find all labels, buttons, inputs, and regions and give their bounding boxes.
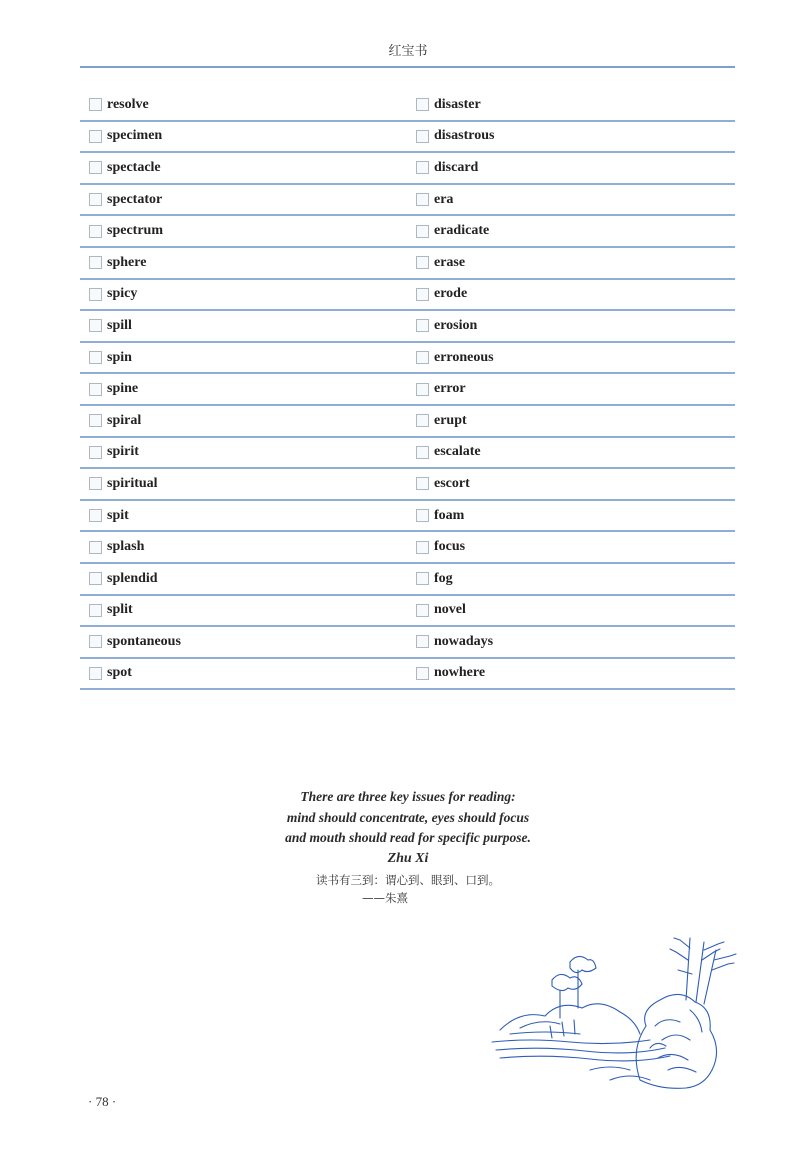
vocab-word: foam: [434, 507, 465, 523]
checkbox-icon[interactable]: [416, 667, 429, 680]
vocab-row: [80, 185, 735, 217]
chinese-quote-author: ——朱熹: [362, 891, 408, 905]
quote-author: Zhu Xi: [387, 850, 429, 866]
vocab-item-right: [407, 659, 734, 689]
vocab-item-left: [80, 627, 407, 657]
vocab-item-right: [407, 627, 734, 657]
vocab-word: spot: [107, 665, 132, 681]
vocab-item-left: [80, 469, 407, 499]
vocab-item-right: [407, 596, 734, 626]
vocab-word: spiral: [107, 412, 142, 428]
page-number: · 78 ·: [88, 1094, 117, 1109]
vocab-word: disaster: [434, 96, 481, 112]
vocab-item-right: [407, 501, 734, 531]
vocab-row: [80, 596, 735, 628]
vocab-item-right: [407, 153, 734, 183]
checkbox-icon[interactable]: [89, 161, 102, 174]
checkbox-icon[interactable]: [416, 98, 429, 111]
vocab-item-left: [80, 185, 407, 215]
vocab-item-left: [80, 280, 407, 310]
vocab-item-left: [80, 216, 407, 246]
vocab-row: [80, 248, 735, 280]
vocab-row: [80, 374, 735, 406]
vocab-row: [80, 659, 735, 691]
checkbox-icon[interactable]: [416, 319, 429, 332]
vocab-word: erase: [434, 254, 466, 270]
vocab-word: spontaneous: [107, 633, 181, 649]
vocab-item-left: [80, 248, 407, 278]
checkbox-icon[interactable]: [416, 414, 429, 427]
vocab-row: [80, 501, 735, 533]
vocab-word: spine: [107, 381, 139, 397]
vocab-word: spicy: [107, 286, 138, 302]
quote-line: and mouth should read for specific purpose.: [285, 830, 531, 845]
vocab-word: discard: [434, 159, 479, 175]
checkbox-icon[interactable]: [416, 635, 429, 648]
vocab-item-right: [407, 248, 734, 278]
checkbox-icon[interactable]: [416, 288, 429, 301]
vocab-row: [80, 627, 735, 659]
checkbox-icon[interactable]: [89, 98, 102, 111]
checkbox-icon[interactable]: [89, 383, 102, 396]
vocab-word: sphere: [107, 254, 147, 270]
checkbox-icon[interactable]: [89, 572, 102, 585]
checkbox-icon[interactable]: [89, 351, 102, 364]
checkbox-icon[interactable]: [416, 541, 429, 554]
checkbox-icon[interactable]: [416, 509, 429, 522]
vocab-word: spit: [107, 507, 129, 523]
checkbox-icon[interactable]: [416, 193, 429, 206]
vocab-row: [80, 90, 735, 122]
vocab-word: nowadays: [434, 633, 494, 649]
vocab-word: fog: [434, 570, 453, 586]
vocab-item-left: [80, 406, 407, 436]
vocab-row: [80, 564, 735, 596]
checkbox-icon[interactable]: [89, 288, 102, 301]
vocab-word: spill: [107, 317, 132, 333]
quote-block: [200, 787, 616, 869]
vocab-row: [80, 406, 735, 438]
checkbox-icon[interactable]: [89, 130, 102, 143]
vocab-word: focus: [434, 539, 466, 555]
checkbox-icon[interactable]: [89, 635, 102, 648]
vocab-word: splash: [107, 539, 145, 555]
vocab-word: spin: [107, 349, 132, 365]
vocab-row: [80, 311, 735, 343]
checkbox-icon[interactable]: [89, 446, 102, 459]
checkbox-icon[interactable]: [89, 256, 102, 269]
vocab-word: spectator: [107, 191, 163, 207]
checkbox-icon[interactable]: [416, 477, 429, 490]
vocab-word: escort: [434, 475, 470, 491]
vocab-word: splendid: [107, 570, 158, 586]
vocabulary-table: [80, 90, 735, 690]
vocab-item-right: [407, 564, 734, 594]
vocab-item-left: [80, 343, 407, 373]
vocab-word: erosion: [434, 317, 478, 333]
vocab-item-left: [80, 153, 407, 183]
vocab-word: resolve: [107, 96, 149, 112]
quote-line: mind should concentrate, eyes should focus: [286, 809, 530, 825]
checkbox-icon[interactable]: [89, 414, 102, 427]
vocab-word: erode: [434, 286, 468, 302]
vocab-item-right: [407, 311, 734, 341]
vocab-item-left: [80, 532, 407, 562]
vocab-item-right: [407, 532, 734, 562]
vocab-row: [80, 216, 735, 248]
vocab-word: spiritual: [107, 475, 158, 491]
vocab-word: escalate: [434, 444, 481, 460]
vocab-item-left: [80, 438, 407, 468]
quote-line: There are three key issues for reading:: [300, 789, 516, 804]
vocab-word: spectrum: [107, 223, 163, 239]
checkbox-icon[interactable]: [416, 383, 429, 396]
checkbox-icon[interactable]: [89, 604, 102, 617]
vocab-word: split: [107, 602, 133, 618]
vocab-item-right: [407, 406, 734, 436]
page-header-title: 红宝书: [388, 44, 428, 59]
vocab-item-left: [80, 501, 407, 531]
vocab-item-right: [407, 343, 734, 373]
vocab-word: eradicate: [434, 223, 490, 239]
checkbox-icon[interactable]: [416, 446, 429, 459]
vocab-item-left: [80, 311, 407, 341]
checkbox-icon[interactable]: [89, 477, 102, 490]
vocab-item-right: [407, 374, 734, 404]
vocab-word: novel: [434, 602, 466, 618]
vocab-item-right: [407, 280, 734, 310]
checkbox-icon[interactable]: [89, 541, 102, 554]
vocab-item-left: [80, 374, 407, 404]
checkbox-icon[interactable]: [89, 509, 102, 522]
vocab-item-left: [80, 564, 407, 594]
vocab-item-left: [80, 122, 407, 152]
checkbox-icon[interactable]: [416, 572, 429, 585]
vocab-word: spirit: [107, 444, 139, 460]
vocab-row: [80, 469, 735, 501]
vocab-item-right: [407, 185, 734, 215]
checkbox-icon[interactable]: [416, 351, 429, 364]
vocab-row: [80, 343, 735, 375]
chinese-quote: 读书有三到：谓心到、眼到、口到。: [316, 873, 500, 887]
checkbox-icon[interactable]: [416, 225, 429, 238]
vocab-row: [80, 438, 735, 470]
vocab-item-left: [80, 596, 407, 626]
vocab-item-right: [407, 216, 734, 246]
vocab-item-left: [80, 659, 407, 689]
checkbox-icon[interactable]: [89, 193, 102, 206]
vocab-word: spectacle: [107, 159, 161, 175]
vocab-row: [80, 280, 735, 312]
vocab-word: erroneous: [434, 349, 494, 365]
checkbox-icon[interactable]: [416, 130, 429, 143]
vocab-item-left: [80, 90, 407, 120]
vocab-item-right: [407, 122, 734, 152]
vocab-item-right: [407, 438, 734, 468]
vocab-item-right: [407, 90, 734, 120]
checkbox-icon[interactable]: [89, 225, 102, 238]
vocab-word: erupt: [434, 412, 467, 428]
vocab-word: disastrous: [434, 128, 495, 144]
checkbox-icon[interactable]: [89, 667, 102, 680]
vocab-word: error: [434, 381, 466, 397]
vocab-word: era: [434, 191, 454, 207]
vocab-row: [80, 122, 735, 154]
vocab-word: nowhere: [434, 665, 486, 681]
header-divider: [80, 66, 735, 68]
vocab-row: [80, 153, 735, 185]
checkbox-icon[interactable]: [416, 256, 429, 269]
landscape-illustration: [490, 930, 738, 1090]
vocab-item-right: [407, 469, 734, 499]
vocab-row: [80, 532, 735, 564]
vocab-word: specimen: [107, 128, 163, 144]
checkbox-icon[interactable]: [416, 604, 429, 617]
checkbox-icon[interactable]: [89, 319, 102, 332]
checkbox-icon[interactable]: [416, 161, 429, 174]
